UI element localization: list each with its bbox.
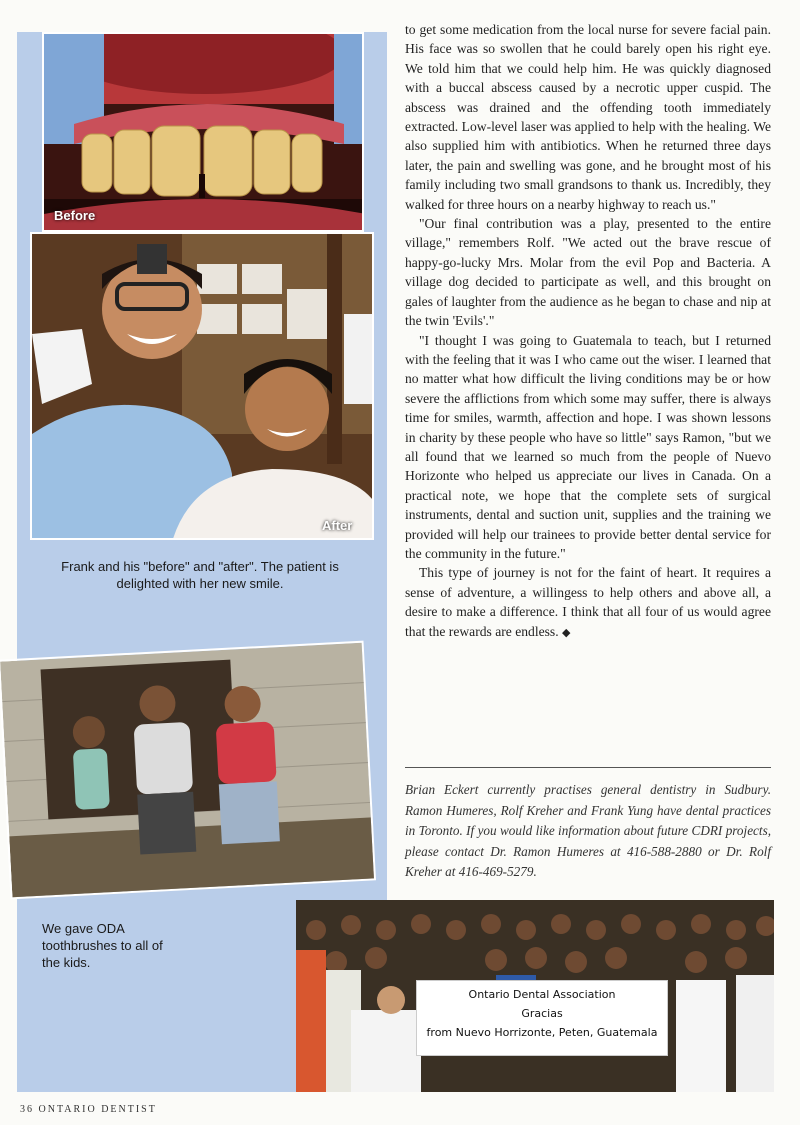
article-body [405, 20, 771, 643]
kids-illustration [0, 642, 376, 899]
author-bio: Brian Eckert currently practises general dentistry in Sudbury. Ramon Humeres, Rolf Kreher and Frank Yung have dental practices in Toronto. If you would like information about future CDRI projects, please contact Dr. Ramon Humeres at 416-588-2880 or Dr. Rolf Kreher at 416-469-5279. [405, 782, 771, 879]
banner-line-2: Gracias [521, 1007, 563, 1020]
before-teeth-photo [42, 32, 364, 232]
article-paragraph: "I thought I was going to Guatemala to teach, but I returned with the feeling that it was I who came out the wiser. I learned that no matter what how difficult the living conditions may be or how severe the afflictions from which some may suffer, there is always time for smiles, warmth, affection and hope. I was shown lessons in charity by these people who have so little" says Ramon, "but we all found that we learned so much from the people of Nuevo Horizonte who helped us appreciate our lives in Canada. On a practical note, we hope that the complete sets of surgical instruments, dental and suction unit, supplies and the training we provided will help our trainees to provide better dental service for the community in the future." [405, 332, 771, 561]
article-paragraph: to get some medication from the local nurse for severe facial pain. His face was so swollen that he could barely open his right eye. We told him that we could help him. He was quickly diagnosed with a buccal abscess caused by a necrotic upper cuspid. The abscess was drained and the offending tooth immediately extracted. Low-level laser was applied to help with the healing. We also supplied him with antibiotics. When he returned three days later, the pain and swelling was gone, and he brought most of his family including two small grandsons to thank us. Incredibly, they walked for three hours on a nearby highway to reach us." [405, 22, 771, 212]
gracias-banner [416, 980, 668, 1056]
teeth-illustration [44, 34, 364, 232]
banner-line-3: from Nuevo Horrizonte, Peten, Guatemala [426, 1026, 658, 1039]
frank-photo-caption: Frank and his "before" and "after". The patient is delighted with her new smile. [61, 559, 339, 591]
after-label: After [322, 518, 353, 533]
page-footer [20, 1104, 157, 1115]
article-paragraph: "Our final contribution was a play, presented to the entire village," remembers Rolf. "We acted out the brave rescue of happy-go-lucky Mrs. Molar from the evil Pop and Bacteria. A village dog decided to participate as well, and this brought on gales of laughter from the audience as he began to chase and nip at the twin 'Evils'." [405, 216, 771, 329]
kids-photo-caption: We gave ODA toothbrushes to all of the kids. [42, 921, 163, 970]
bio-divider [405, 767, 771, 768]
kids-photo [0, 641, 376, 900]
banner-line-1: Ontario Dental Association [468, 988, 616, 1001]
after-smile-photo [30, 232, 374, 540]
end-mark-icon: ◆ [562, 626, 571, 639]
closing-paragraph-text: This type of journey is not for the faint of heart. It requires a sense of adventure, a willingess to help others and above all, a desire to make a difference. I think that all four of us would agree that the rewards are endless. [405, 565, 771, 639]
before-label: Before [54, 208, 96, 223]
publication-name: ONTARIO DENTIST [38, 1104, 157, 1115]
article-paragraph [405, 563, 771, 643]
page-number: 36 [20, 1104, 34, 1115]
group-banner-photo [296, 900, 774, 1092]
frank-and-patient-illustration [32, 234, 374, 540]
